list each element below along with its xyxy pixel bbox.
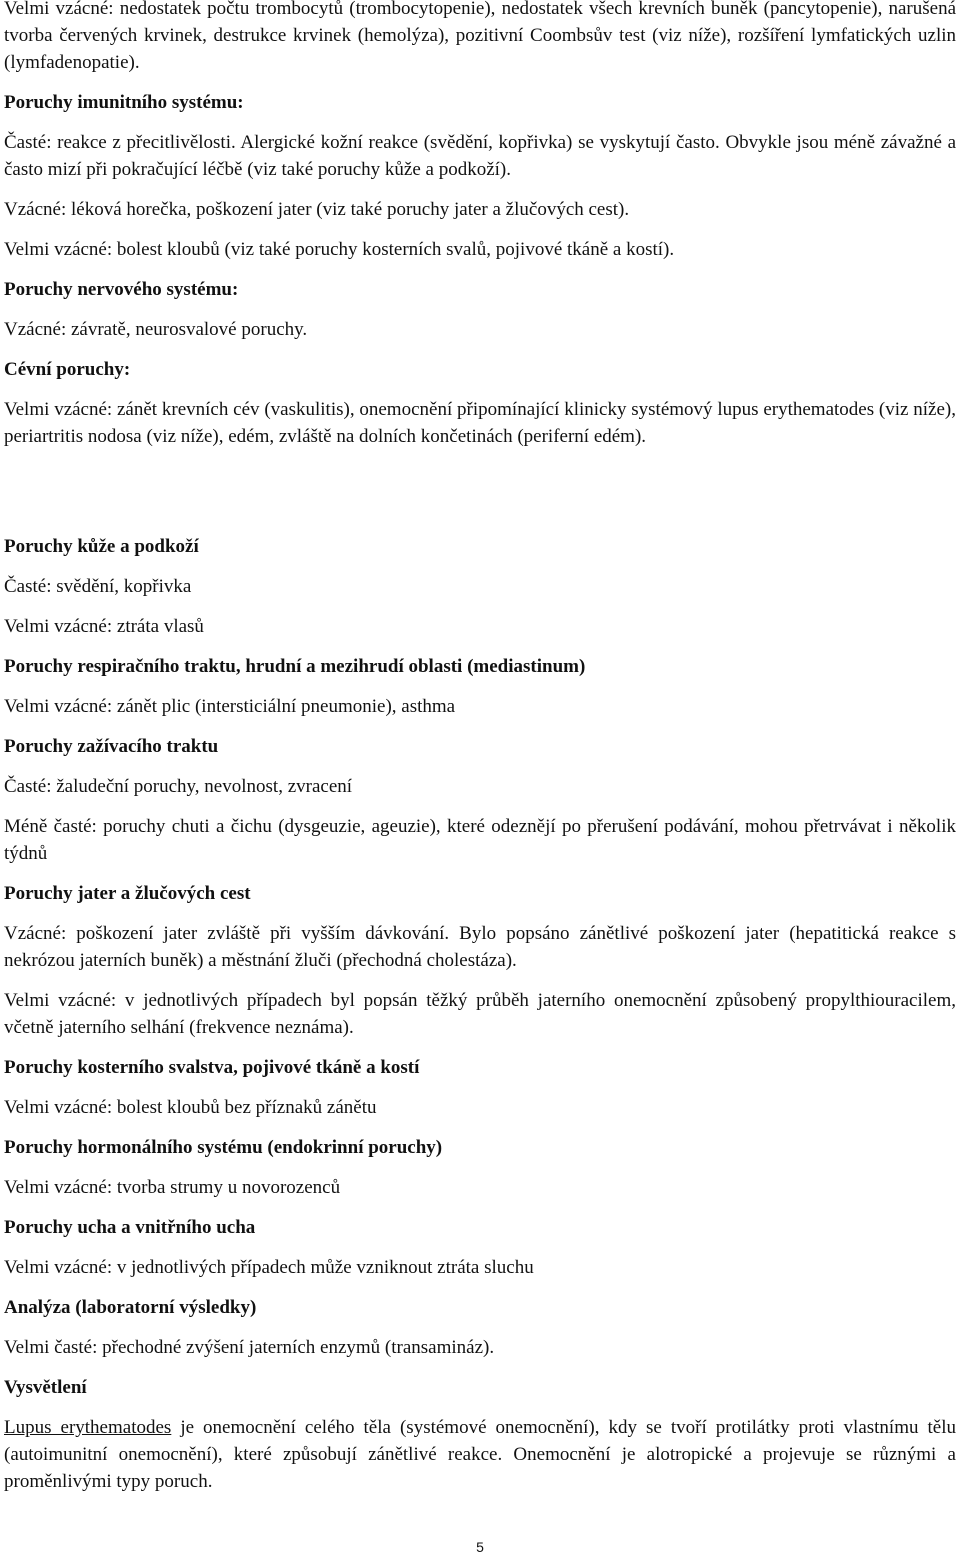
heading-digestive: Poruchy zažívacího traktu [4, 736, 219, 757]
page-number: 5 [476, 1539, 484, 1555]
paragraph-immune-common: Časté: reakce z přecitlivělosti. Alergické kožní reakce (svědění, kopřivka) se vyskytují často. Obvykle jsou méně závažné a často mizí při pokračující léčbě (viz také poruchy kůže a podkoží). [4, 132, 956, 180]
paragraph-liver-very-rare: Velmi vzácné: v jednotlivých případech byl popsán těžký průběh jaterního onemocnění způsobený propylthiouracilem, včetně jaterního selhání (frekvence neznáma). [4, 990, 956, 1038]
paragraph-immune-very-rare: Velmi vzácné: bolest kloubů (viz také poruchy kosterních svalů, pojivové tkáně a kostí). [4, 239, 675, 260]
section-side-effects-bottom [4, 533, 956, 1508]
heading-explanation: Vysvětlení [4, 1377, 87, 1398]
paragraph-explanation [4, 1414, 956, 1495]
paragraph-skin-common: Časté: svědění, kopřivka [4, 576, 192, 597]
heading-endocrine: Poruchy hormonálního systému (endokrinní poruchy) [4, 1137, 443, 1158]
heading-ear: Poruchy ucha a vnitřního ucha [4, 1217, 256, 1238]
paragraph-nervous-rare: Vzácné: závratě, neurosvalové poruchy. [4, 319, 308, 340]
paragraph-liver-rare: Vzácné: poškození jater zvláště při vyšším dávkování. Bylo popsáno zánětlivé poškození jater (hepatitická reakce s nekrózou jaterních buněk) a městnání žluči (přechodná cholestáza). [4, 923, 956, 971]
paragraph-skin-very-rare: Velmi vzácné: ztráta vlasů [4, 616, 204, 637]
heading-nervous-system: Poruchy nervového systému: [4, 279, 239, 300]
section-side-effects-top [4, 0, 956, 450]
paragraph-blood-disorders: Velmi vzácné: nedostatek počtu trombocytů (trombocytopenie), nedostatek všech krevních buněk (pancytopenie), narušená tvorba červených krvinek, destrukce krvinek (hemolýza), pozitivní Coombsův test (viz níže), rozšíření lymfatických uzlin (lymfadenopatie). [4, 0, 956, 73]
paragraph-endocrine-very-rare: Velmi vzácné: tvorba strumy u novorozenců [4, 1177, 341, 1198]
paragraph-musculoskeletal-very-rare: Velmi vzácné: bolest kloubů bez příznaků zánětu [4, 1097, 377, 1118]
paragraph-ear-very-rare: Velmi vzácné: v jednotlivých případech může vzniknout ztráta sluchu [4, 1257, 534, 1278]
heading-skin: Poruchy kůže a podkoží [4, 536, 199, 557]
heading-musculoskeletal: Poruchy kosterního svalstva, pojivové tkáně a kostí [4, 1057, 420, 1078]
paragraph-digestive-uncommon: Méně časté: poruchy chuti a čichu (dysgeuzie, ageuzie), které odeznějí po přerušení podávání, mohou přetrvávat i několik týdnů [4, 816, 956, 864]
heading-immune-system: Poruchy imunitního systému: [4, 92, 244, 113]
term-lupus-erythematodes: Lupus erythematodes [4, 1417, 172, 1438]
explanation-text: je onemocnění celého těla (systémové onemocnění), kdy se tvoří protilátky proti vlastnímu tělu (autoimunitní onemocnění), které způsobují zánětlivé reakce. Onemocnění je alotropické a projevuje se různými a proměnlivými typy poruch. [4, 1417, 956, 1492]
paragraph-respiratory-very-rare: Velmi vzácné: zánět plic (intersticiální pneumonie), asthma [4, 696, 456, 717]
heading-lab-results: Analýza (laboratorní výsledky) [4, 1297, 257, 1318]
paragraph-digestive-common: Časté: žaludeční poruchy, nevolnost, zvracení [4, 776, 353, 797]
heading-vascular: Cévní poruchy: [4, 359, 131, 380]
heading-respiratory: Poruchy respiračního traktu, hrudní a mezihrudí oblasti (mediastinum) [4, 656, 586, 677]
paragraph-lab-very-common: Velmi časté: přechodné zvýšení jaterních enzymů (transamináz). [4, 1337, 495, 1358]
paragraph-immune-rare: Vzácné: léková horečka, poškození jater (viz také poruchy jater a žlučových cest). [4, 199, 630, 220]
paragraph-vascular-very-rare: Velmi vzácné: zánět krevních cév (vaskulitis), onemocnění připomínající klinicky systémový lupus erythematodes (viz níže), periartritis nodosa (viz níže), edém, zvláště na dolních končetinách (periferní edém). [4, 399, 956, 447]
heading-liver: Poruchy jater a žlučových cest [4, 883, 251, 904]
